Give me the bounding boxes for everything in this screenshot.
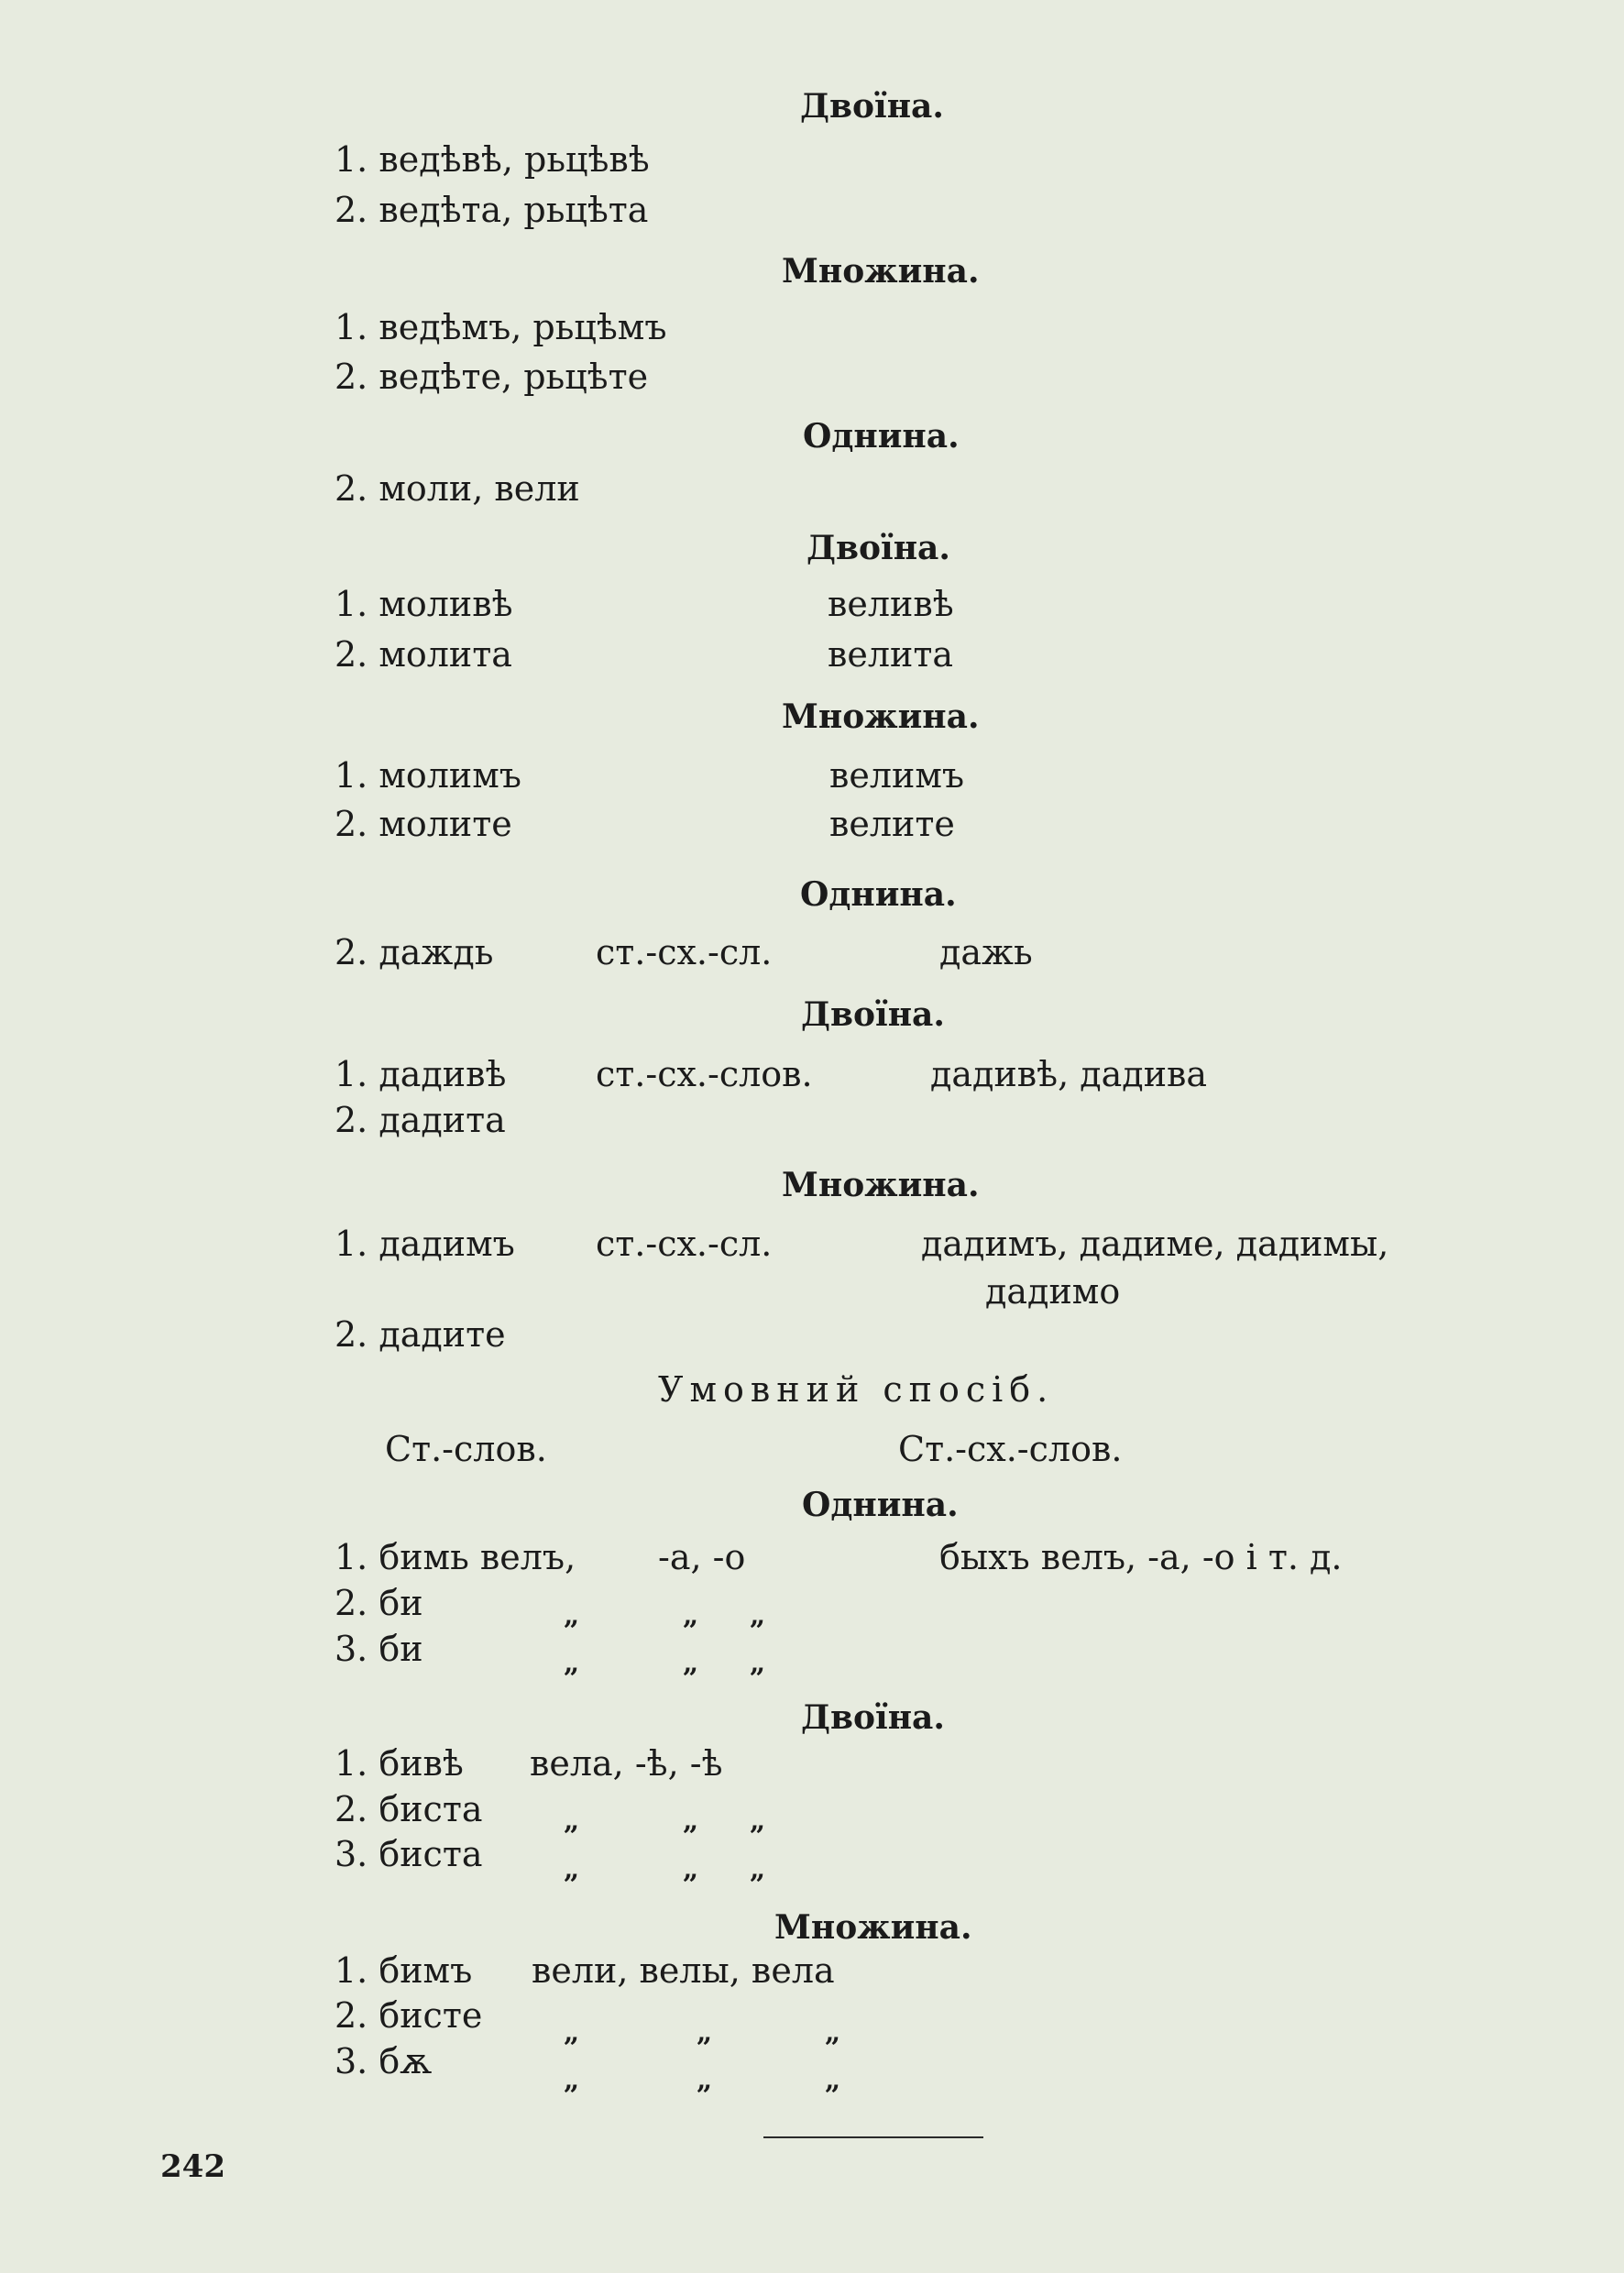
line-plural-1-a: 1. молимъ (335, 755, 521, 796)
line-singular-1-b: -а, -о (658, 1537, 746, 1577)
ditto-mark: „ (750, 1599, 766, 1631)
ditto-mark: „ (564, 1599, 580, 1631)
line-plural-2-a: 2. дадите (335, 1314, 506, 1355)
line-plural-1-a: 1. дадимъ (335, 1224, 515, 1264)
line-dual-1-b: ст.-сх.-слов. (596, 1054, 813, 1094)
conditional-mood-title: Умовний спосіб. (658, 1369, 1055, 1410)
line-singular-2: 2. би (335, 1583, 423, 1623)
heading-plural: Множина. (782, 252, 980, 291)
line-plural-1-b: вели, велы, вела (532, 1950, 835, 1991)
line-singular-1-c: быхъ велъ, -а, -о і т. д. (939, 1537, 1343, 1577)
line-plural-2-a: 2. молите (335, 804, 512, 844)
heading-dual: Двоїна. (800, 87, 944, 126)
line-plural-2-b: велите (829, 804, 955, 844)
heading-singular: Однина. (802, 1486, 959, 1524)
line-plural-2: 2. бисте (335, 1995, 483, 2036)
line-plural-1-d: дадимо (985, 1271, 1121, 1312)
line-dual-2-a: 2. дадита (335, 1100, 506, 1140)
heading-plural: Множина. (782, 697, 980, 736)
ditto-mark: „ (564, 1853, 580, 1885)
heading-plural: Множина. (774, 1908, 972, 1947)
ditto-mark: „ (683, 1599, 699, 1631)
ditto-mark: „ (750, 1805, 766, 1837)
ditto-mark: „ (825, 2016, 841, 2048)
ditto-mark: „ (697, 2016, 713, 2048)
line-dual-1: 1. ведѣвѣ, рьцѣвѣ (335, 139, 650, 180)
ditto-mark: „ (697, 2064, 713, 2096)
column-label-left: Ст.-слов. (385, 1429, 547, 1469)
ditto-mark: „ (564, 2064, 580, 2096)
line-dual-3: 3. биста (335, 1834, 483, 1874)
line-dual-1-a: 1. дадивѣ (335, 1054, 507, 1094)
ditto-mark: „ (683, 1853, 699, 1885)
line-dual-2-b: велита (828, 634, 954, 675)
heading-singular: Однина. (800, 875, 957, 914)
line-singular-3: 3. би (335, 1629, 423, 1669)
heading-dual: Двоїна. (801, 1698, 945, 1737)
heading-plural: Множина. (782, 1166, 980, 1204)
line-dual-2-a: 2. молита (335, 634, 512, 675)
line-singular-2-c: дажь (939, 932, 1033, 972)
ditto-mark: „ (564, 1805, 580, 1837)
ditto-mark: „ (564, 1647, 580, 1679)
column-label-right: Ст.-сх.-слов. (898, 1429, 1123, 1469)
ditto-mark: „ (683, 1647, 699, 1679)
ditto-mark: „ (564, 2016, 580, 2048)
line-dual-2: 2. биста (335, 1789, 483, 1829)
line-dual-1-b: вела, -ѣ, -ѣ (530, 1743, 723, 1784)
line-dual-2: 2. ведѣта, рьцѣта (335, 190, 649, 230)
line-dual-1-a: 1. моливѣ (335, 584, 513, 624)
line-singular-2-a: 2. даждь (335, 932, 494, 972)
heading-dual: Двоїна. (807, 529, 950, 567)
line-singular-2: 2. моли, вели (335, 468, 580, 509)
page-number: 242 (160, 2148, 225, 2185)
ditto-mark: „ (825, 2064, 841, 2096)
line-plural-2: 2. ведѣте, рьцѣте (335, 357, 649, 397)
line-singular-1-a: 1. бимь велъ, (335, 1537, 576, 1577)
heading-dual: Двоїна. (801, 995, 945, 1034)
line-plural-3: 3. бѫ (335, 2041, 433, 2081)
ditto-mark: „ (750, 1853, 766, 1885)
ditto-mark: „ (750, 1647, 766, 1679)
line-dual-1-a: 1. бивѣ (335, 1743, 464, 1784)
line-plural-1-a: 1. бимъ (335, 1950, 473, 1991)
line-plural-1: 1. ведѣмъ, рьцѣмъ (335, 307, 667, 347)
ditto-mark: „ (683, 1805, 699, 1837)
line-dual-1-c: дадивѣ, дадива (930, 1054, 1208, 1094)
line-singular-2-b: ст.-сх.-сл. (596, 932, 773, 972)
closing-rule (763, 2136, 983, 2138)
line-plural-1-c: дадимъ, дадиме, дадимы, (921, 1224, 1389, 1264)
heading-singular: Однина. (803, 417, 960, 456)
line-plural-1-b: велимъ (829, 755, 965, 796)
line-dual-1-b: веливѣ (828, 584, 954, 624)
line-plural-1-b: ст.-сх.-сл. (596, 1224, 773, 1264)
